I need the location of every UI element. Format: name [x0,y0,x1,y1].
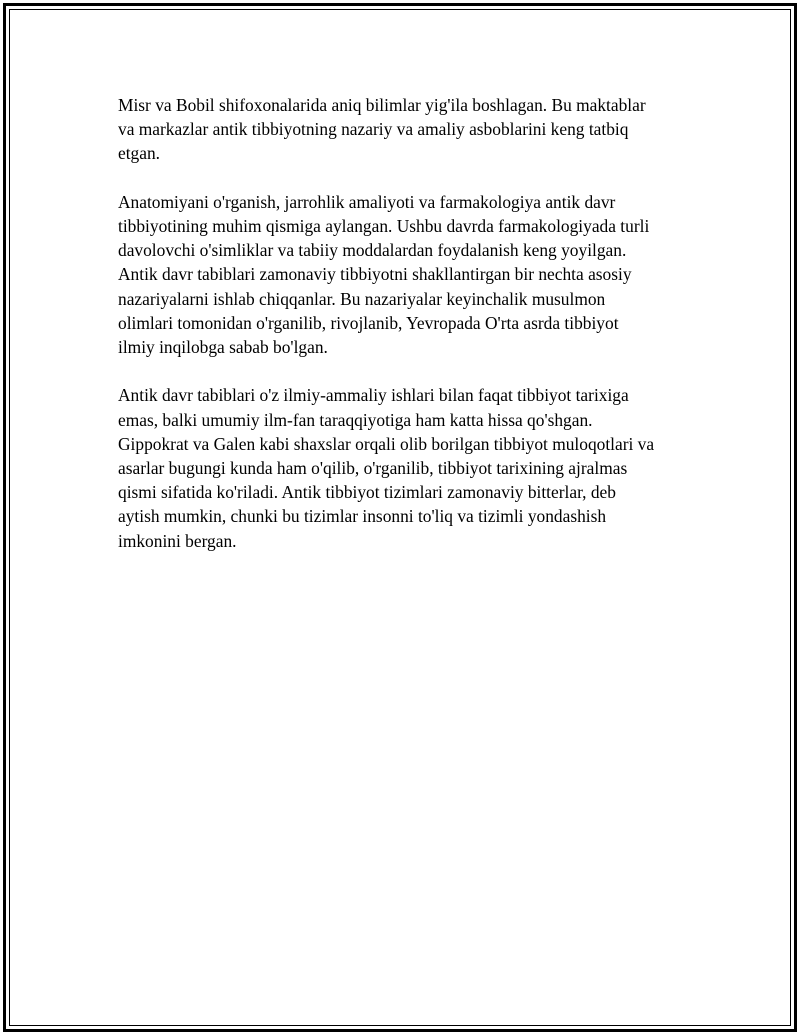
paragraph-3: Antik davr tabiblari o'z ilmiy-ammaliy ishlari bilan faqat tibbiyot tarixiga emas, balki umumiy ilm-fan taraqqiyotiga ham katta hissa qo'shgan. Gippokrat va Galen kabi shaxslar orqali olib borilgan tibbiyot muloqotlari va asarlar bugungi kunda ham o'qilib, o'rganilib, tibbiyot tarixining ajralmas qismi sifatida ko'riladi. Antik tibbiyot tizimlari zamonaviy bitterlar, deb aytish mumkin, chunki bu tizimlar insonni to'liq va tizimli yondashish imkonini bergan. [118,385,655,551]
paragraph-2: Anatomiyani o'rganish, jarrohlik amaliyoti va farmakologiya antik davr tibbiyotining muhim qismiga aylangan. Ushbu davrda farmakologiyada turli davolovchi o'simliklar va tabiiy moddalardan foydalanish keng yoyilgan. Antik davr tabiblari zamonaviy tibbiyotni shakllantirgan bir nechta asosiy nazariyalarni ishlab chiqqanlar. Bu nazariyalar keyinchalik musulmon olimlari tomonidan o'rganilib, rivojlanib, Yevropada O'rta asrda tibbiyot ilmiy inqilobga sabab bo'lgan. [118,191,650,358]
document-body [118,93,694,577]
paragraph-1: Misr va Bobil shifoxonalarida aniq bilimlar yig'ila boshlagan. Bu maktablar va markazlar antik tibbiyotning nazariy va amaliy asboblarini keng tatbiq etgan. [118,95,646,164]
